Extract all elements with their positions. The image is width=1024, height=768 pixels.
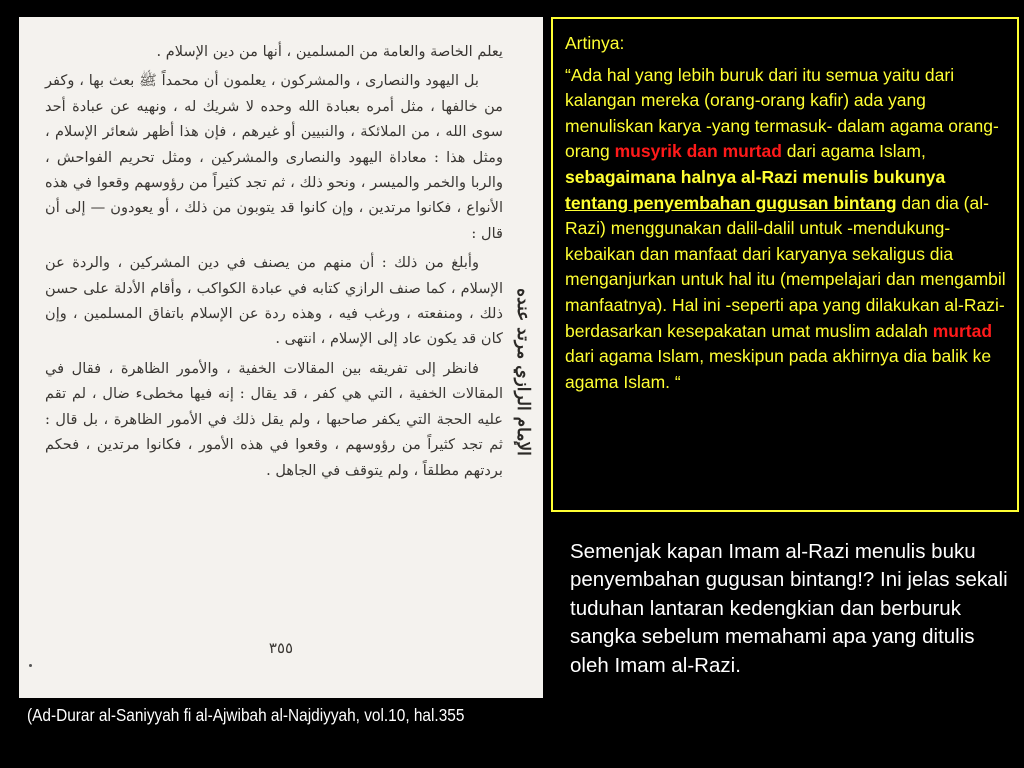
margin-annotation-text: الإمام الرازي مرتد عنده xyxy=(513,288,534,456)
emphasis-red-text: musyrik dan murtad xyxy=(614,141,782,162)
translation-segment: dari agama Islam, xyxy=(781,141,926,162)
arabic-paragraph: وأبلغ من ذلك : أن منهم من يصنف في دين المشركين ، والردة عن الإسلام ، كما صنف الرازي كتابه في عبادة الكواكب ، وأقام الأدلة على حسن ذلك ، ومنفعته ، ورغب فيه ، وهذه ردة عن الإسلام باتفاق المسلمين ، وإن كان قد يكون عاد إلى الإسلام ، انتهى . xyxy=(45,254,503,348)
scanned-arabic-page xyxy=(19,17,543,698)
emphasis-underlined-text: tentang penyembahan gugusan bintang xyxy=(565,192,897,213)
margin-annotation xyxy=(503,267,543,477)
arabic-paragraph: بل اليهود والنصارى ، والمشركون ، يعلمون أن محمداً ﷺ بعث بها ، وكفر من خالفها ، مثل أمره بعبادة الله وحده لا شريك له ، ونهيه عن عبادة أحد سوى الله ، من الملائكة ، والنبيين أو غيرهم ، فإن هذا أظهر شعائر الإسلام ، ومثل هذا : معاداة اليهود والنصارى والمشركين ، ومثل تحريم الفواحش ، والربا والخمر والميسر ، ونحو ذلك ، ثم تجد كثيراً من رؤوسهم وقعوا في هذه الأنواع ، فكانوا مرتدين ، وإن كانوا قد يتوبون من ذلك ، أو يعودون — إلى أن قال : xyxy=(45,72,503,242)
translation-paragraph xyxy=(565,63,1013,396)
translation-box xyxy=(551,17,1019,512)
translation-segment: dan dia (al-Razi) menggunakan dalil-dalil untuk -mendukung- kebaikan dan manfaat dari karyanya sekaligus dia menganjurkan untuk hal itu (mempelajari dan mengambil manfaatnya). Hal ini -seperti apa yang dilakukan al-Razi- berdasarkan kesepakatan umat muslim adalah xyxy=(565,192,1006,341)
emphasis-bold-text: sebagaimana halnya al-Razi menulis bukunya xyxy=(565,166,946,187)
translation-heading: Artinya: xyxy=(565,33,625,53)
arabic-text-body xyxy=(45,39,503,487)
translation-segment: dari agama Islam, meskipun pada akhirnya dia balik ke agama Islam. “ xyxy=(565,346,992,392)
translation-text xyxy=(565,31,1013,401)
arabic-paragraph: فانظر إلى تفريقه بين المقالات الخفية ، والأمور الظاهرة ، فقال في المقالات الخفية ، التي هي كفر ، قد يقال : إنه فيها مخطىء ضال ، لم تقم عليه الحجة التي يكفر صاحبها ، ولم يقل ذلك في الأمور الظاهرة ، بل قال : ثم تجد كثيراً من رؤوسهم ، وقعوا في هذه الأمور ، فكانوا مرتدين ، فحكم بردتهم مطلقاً ، ولم يتوقف في الجاهل . xyxy=(45,359,503,479)
commentary-text: Semenjak kapan Imam al-Razi menulis buku penyembahan gugusan bintang!? Ini jelas sekali tuduhan lantaran kedengkian dan berburuk sangka sebelum memahami apa yang ditulis oleh Imam al-Razi. xyxy=(570,540,1008,677)
page-number: ٣٥٥ xyxy=(268,639,294,657)
source-citation: (Ad-Durar al-Saniyyah fi al-Ajwibah al-Najdiyyah, vol.10, hal.355 xyxy=(27,705,465,725)
emphasis-red-text: murtad xyxy=(932,320,993,341)
scan-speck xyxy=(29,664,32,667)
translation-segment: “Ada hal yang lebih buruk dari itu semua yaitu dari kalangan mereka (orang-orang kafir) ada yang menuliskan karya -yang termasuk- dalam agama orang-orang xyxy=(565,64,999,162)
arabic-paragraph: يعلم الخاصة والعامة من المسلمين ، أنها من دين الإسلام . xyxy=(156,43,503,60)
